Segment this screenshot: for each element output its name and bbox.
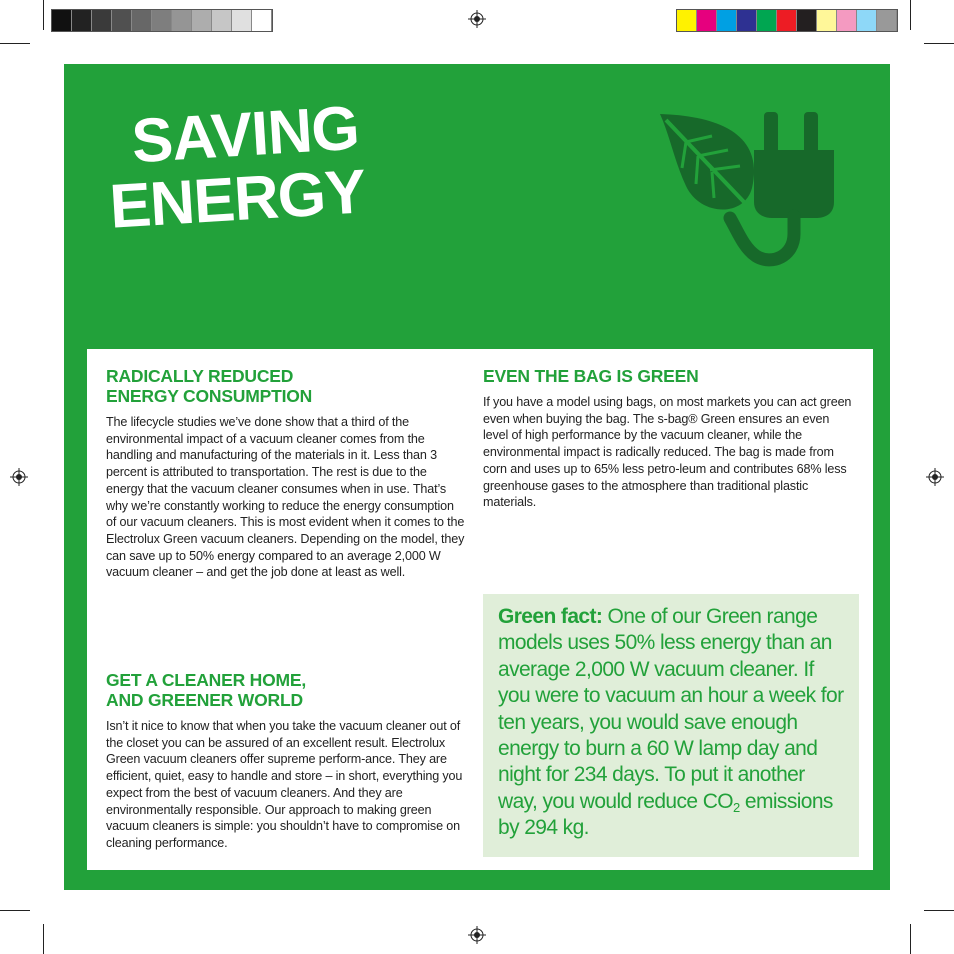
section-heading-radically-reduced: [106, 366, 312, 406]
green-fact-label: Green fact:: [498, 605, 603, 628]
registration-mark-icon: [468, 926, 486, 944]
green-fact-box: [483, 594, 859, 857]
section-heading-bag-green: EVEN THE BAG IS GREEN: [483, 366, 699, 386]
heading-line: AND GREENER WORLD: [106, 690, 303, 710]
title-line-1: SAVING: [129, 93, 361, 177]
grayscale-color-bar: [51, 9, 273, 32]
crop-mark: [924, 910, 954, 911]
leaf-plug-icon: [652, 106, 848, 274]
heading-line: RADICALLY REDUCED: [106, 366, 294, 386]
registration-mark-icon: [468, 10, 486, 28]
crop-mark: [43, 924, 44, 954]
crop-mark: [924, 43, 954, 44]
section-body-bag-green: If you have a model using bags, on most markets you can act green even when buying the bag. The s-bag® Green ensures an even level of high performance by the vacuum cleaner, while the environmental impact is radically reduced. The bag is made from corn and uses up to 65% less petro-leum and contributes 68% less greenhouse gases to the atmosphere than traditional plastic materials.: [483, 395, 852, 510]
crop-mark: [910, 924, 911, 954]
green-fact-body: One of our Green range models uses 50% less energy than an average 2,000 W vacuum cleaner. If you were to vacuum an hour a week for ten years, you would save enough energy to burn a 60 W lamp day and night for 234 days. To put it another way, you would reduce CO: [498, 605, 844, 813]
green-fact-tail: emissions by 294 kg.: [498, 789, 833, 840]
green-fact-text: [498, 604, 848, 842]
title-line-2: ENERGY: [107, 157, 368, 242]
cmyk-color-bar: [676, 9, 898, 32]
crop-mark: [910, 0, 911, 30]
section-body-radically-reduced: The lifecycle studies we’ve done show that a third of the environmental impact of a vacuum cleaner comes from the handling and manufacturing of the materials in it. Less than 3 percent is attributed to transportation. The rest is due to the energy that the vacuum cleaner consumes when in use. That’s why we’re constantly working to reduce the energy consumption of our vacuum cleaners. This is most evident when it comes to the Electrolux Green vacuum cleaners. Depending on the model, they can save up to 50% energy compared to an average 2,000 W vacuum cleaner – and get the job done at least as well.: [106, 415, 465, 580]
co2-subscript: 2: [733, 799, 740, 815]
crop-mark: [0, 43, 30, 44]
crop-mark: [43, 0, 44, 30]
section-heading-cleaner-home: [106, 670, 306, 710]
page-title: [104, 93, 368, 242]
crop-mark: [0, 910, 30, 911]
section-body-cleaner-home: Isn’t it nice to know that when you take the vacuum cleaner out of the closet you can be assured of an excellent result. Electrolux Green vacuum cleaners offer supreme perform-ance. They are efficient, quiet, easy to handle and store – in short, everything you expect from the best of vacuum cleaners. And they are environmentally responsible. Our approach to making green vacuum cleaners is simple: you shouldn’t have to compromise on cleaning performance.: [106, 719, 463, 850]
heading-line: ENERGY CONSUMPTION: [106, 386, 313, 406]
heading-line: GET A CLEANER HOME,: [106, 670, 307, 690]
registration-mark-icon: [926, 468, 944, 486]
registration-mark-icon: [10, 468, 28, 486]
